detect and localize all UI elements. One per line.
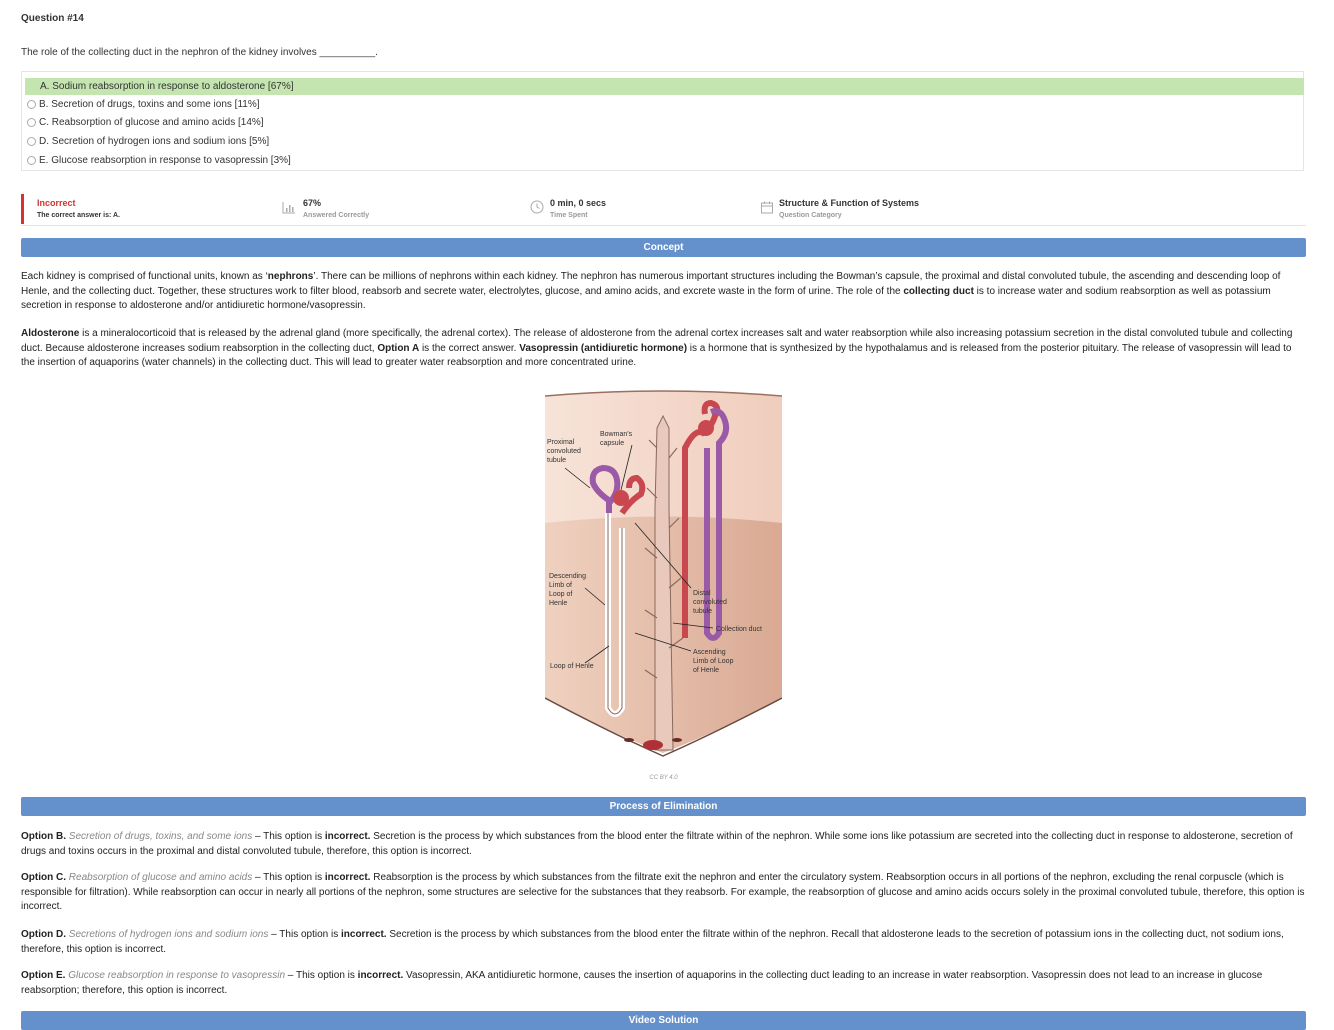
correct-answer-note: The correct answer is: A. [37,212,120,219]
label-distal-tubule: Distal convoluted tubule [693,590,727,615]
option-a[interactable] [25,78,1304,95]
nephron-diagram [545,388,782,760]
option-label: B. Secretion of drugs, toxins and some ions [11%] [39,99,260,110]
result-status: Incorrect [37,198,76,208]
option-b[interactable] [25,96,1304,113]
question-category: Structure & Function of Systems [779,198,920,208]
elimination-item-b: Option B. Secretion of drugs, toxins, and some ions – This option is incorrect. Secretion is the process by which substances from the blood enter the filtrate within of the nephron. While some ions like potassium are secreted into the collecting duct in response to aldosterone, secretion of drugs and toxins occurs in the proximal and distal convoluted tubule, therefore, this option is incorrect. [21,831,1293,857]
option-c[interactable] [25,114,1304,131]
percent-label: Answered Correctly [303,212,370,219]
option-d[interactable] [25,133,1304,150]
percent-correct: 67% [303,198,322,208]
label-loop-of-henle: Loop of Henle [550,663,594,670]
time-spent: 0 min, 0 secs [550,198,607,208]
clock-icon [530,200,544,214]
result-stat [37,198,120,219]
question-text: The role of the collecting duct in the nephron of the kidney involves __________. [21,47,378,58]
option-label: A. Sodium reabsorption in response to aldosterone [67%] [40,81,294,92]
calendar-icon [760,200,774,214]
elimination-item-e: Option E. Glucose reabsorption in response to vasopressin – This option is incorrect. Vasopressin, AKA antidiuretic hormone, causes the insertion of aquaporins in the collecting duct leading to an increase in water reabsorption. Vasopressin does not lead to an increase in glucose reabsorption; therefore, this option is incorrect. [21,970,1263,996]
concept-paragraph-1: Each kidney is comprised of functional units, known as ‘nephrons’. There can be millions of nephrons within each kidney. The nephron has numerous important structures including the Bowman’s capsule, the proximal and distal convoluted tubule, the ascending and descending loop of Henle, and the collecting duct. Together, these structures work to filter blood, reabsorb and secrete water, electrolytes, glucose, and amino acids, and excrete waste in the form of urine. The role of the collecting duct is to increase water and sodium reabsorption as well as potassium secretion in response to aldosterone and/or antidiuretic hormone/vasopressin. [21,271,1281,312]
result-stats-bar [21,194,1306,226]
time-label: Time Spent [550,212,588,219]
option-label: E. Glucose reabsorption in response to vasopressin [3%] [39,155,291,166]
category-stat [779,198,919,219]
label-collection-duct: Collection duct [716,626,762,633]
answer-options [21,71,1304,171]
radio-icon[interactable] [27,100,36,109]
elimination-item-d: Option D. Secretions of hydrogen ions and sodium ions – This option is incorrect. Secretion is the process by which substances from the blood enter the filtrate within of the nephron. Recall that aldosterone leads to the secretion of potassium ions in the collecting duct, not sodium ions, therefore, this option is incorrect. [21,929,1284,955]
incorrect-indicator [21,194,24,224]
figure-caption: CC BY 4.0 [649,775,678,781]
video-solution-header[interactable]: Video Solution [21,1011,1306,1030]
label-proximal-tubule: Proximal convoluted tubule [547,439,581,464]
question-number: Question #14 [21,13,84,24]
option-label: C. Reabsorption of glucose and amino acids [14%] [39,117,264,128]
label-descending-limb: Descending Limb of Loop of Henle [549,573,586,607]
category-label: Question Category [779,212,842,219]
label-bowmans-capsule: Bowman's capsule [600,431,633,447]
radio-icon[interactable] [27,137,36,146]
elimination-item-c: Option C. Reabsorption of glucose and amino acids – This option is incorrect. Reabsorption is the process by which substances from the filtrate exit the nephron and enter the circulatory system. Reabsorption occurs in all portions of the nephron, excluding the renal corpuscle (which is responsible for filtration). While reabsorption can occur in nearly all portions of the nephron, some structures are selective for the substances that they reabsorb. For example, the reabsorption of glucose and amino acids occurs solely in the proximal convoluted tubule, therefore, this option is incorrect. [21,872,1305,913]
label-ascending-limb: Ascending Limb of Loop of Henle [693,649,734,674]
time-stat [550,198,606,219]
radio-icon[interactable] [27,118,36,127]
bar-chart-icon [282,200,296,214]
radio-icon[interactable] [27,156,36,165]
option-e[interactable] [25,152,1304,169]
elimination-header: Process of Elimination [21,797,1306,816]
concept-paragraph-2: Aldosterone is a mineralocorticoid that is released by the adrenal gland (more specifically, the adrenal cortex). The release of aldosterone from the adrenal cortex increases salt and water reabsorption while also increasing potassium secretion in the distal convoluted tubule and collecting duct. Because aldosterone increases sodium reabsorption in the collecting duct, Option A is the correct answer. Vasopressin (antidiuretic hormone) is a hormone that is synthesized by the hypothalamus and is released from the posterior pituitary. The release of vasopressin will lead to the insertion of aquaporins (water channels) in the collecting duct. This will lead to greater water reabsorption and more concentrated urine. [21,328,1293,369]
percent-stat [303,198,369,219]
option-label: D. Secretion of hydrogen ions and sodium ions [5%] [39,136,270,147]
concept-header: Concept [21,238,1306,257]
